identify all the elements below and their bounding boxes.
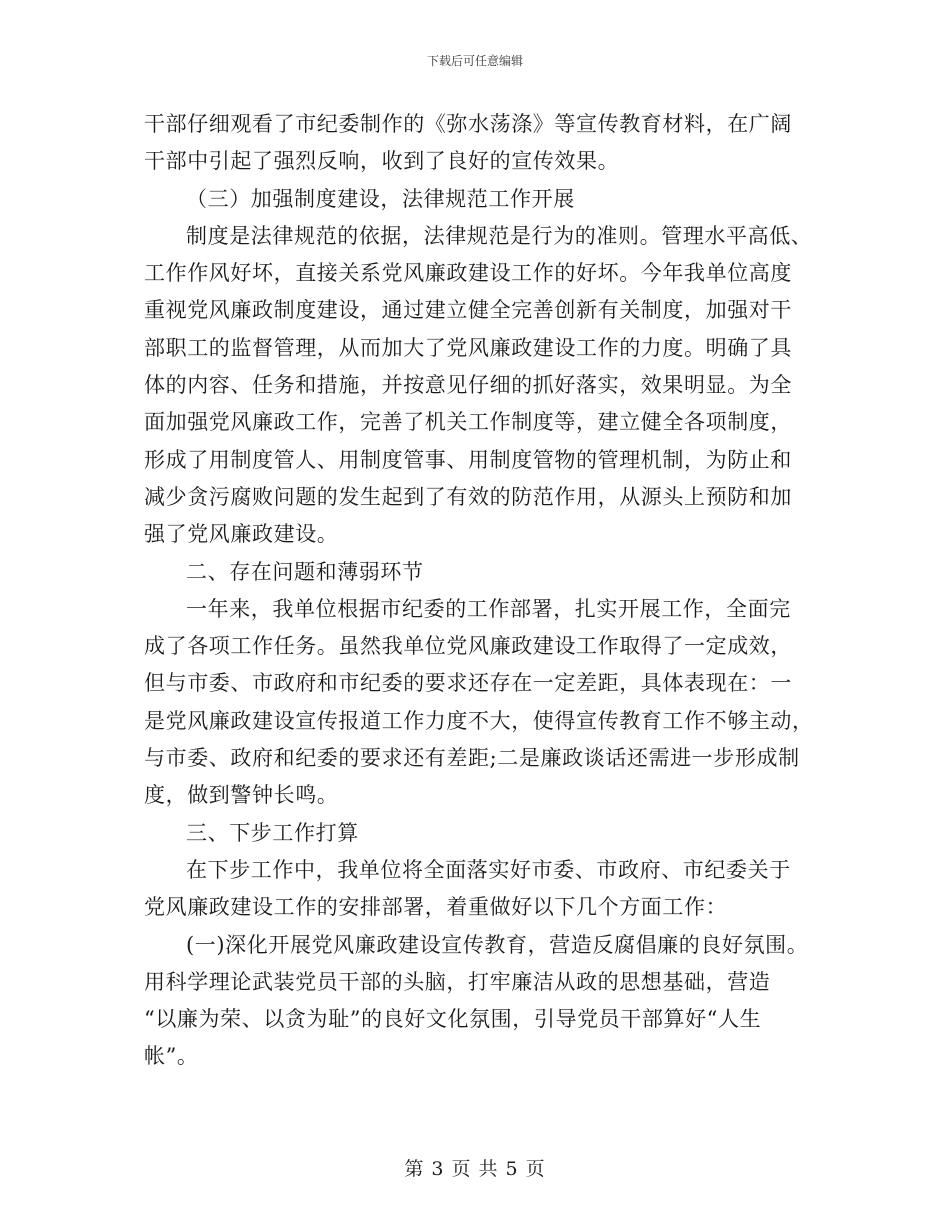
text-line: 形成了用制度管人、用制度管事、用制度管物的管理机制，为防止和 [144, 447, 792, 472]
page-number: 第 3 页 共 5 页 [404, 1158, 546, 1180]
text-line: 强了党风廉政建设。 [144, 522, 339, 547]
section-heading: 二、存在问题和薄弱环节 [186, 559, 424, 584]
text-line: 干部中引起了强烈反响，收到了良好的宣传效果。 [144, 149, 620, 174]
text-line: 是党风廉政建设宣传报道工作力度不大，使得宣传教育工作不够主动， [144, 708, 814, 733]
text-line: 减少贪污腐败问题的发生起到了有效的防范作用，从源头上预防和加 [144, 484, 792, 509]
text-line: 干部仔细观看了市纪委制作的《弥水荡涤》等宣传教育材料，在广阔 [144, 112, 792, 136]
text-line: 工作作风好坏，直接关系党风廉政建设工作的好坏。今年我单位高度 [144, 261, 792, 286]
text-line: 成了各项工作任务。虽然我单位党风廉政建设工作取得了一定成效， [144, 634, 792, 659]
text-line: 面加强党风廉政工作，完善了机关工作制度等，建立健全各项制度， [144, 410, 792, 435]
text-line: 度，做到警钟长鸣。 [144, 783, 339, 808]
text-line: 党风廉政建设工作的安排部署，着重做好以下几个方面工作： [144, 895, 728, 920]
text-line: 但与市委、市政府和市纪委的要求还存在一定差距，具体表现在：一 [144, 671, 792, 696]
section-heading: 三、下步工作打算 [186, 820, 359, 845]
page-header-note: 下载后可任意编辑 [426, 54, 523, 68]
text-line: 重视党风廉政制度建设，通过建立健全完善创新有关制度，加强对干 [144, 298, 792, 323]
text-line: 帐”。 [144, 1044, 199, 1069]
text-line: 制度是法律规范的依据，法律规范是行为的准则。管理水平高低、 [186, 223, 813, 248]
text-line: (一)深化开展党风廉政建设宣传教育，营造反腐倡廉的良好氛围。 [186, 932, 809, 957]
text-line: 体的内容、任务和措施，并按意见仔细的抓好落实，效果明显。为全 [144, 373, 792, 398]
text-line: 一年来，我单位根据市纪委的工作部署，扎实开展工作，全面完 [186, 596, 791, 621]
text-line: 部职工的监督管理，从而加大了党风廉政建设工作的力度。明确了具 [144, 335, 792, 360]
document-body [144, 106, 824, 1076]
text-line: 与市委、政府和纪委的要求还有差距;二是廉政谈话还需进一步形成制 [144, 746, 800, 771]
text-line: 用科学理论武装党员干部的头脑，打牢廉洁从政的思想基础，营造 [144, 969, 771, 994]
section-heading: （三）加强制度建设，法律规范工作开展 [186, 186, 575, 211]
text-line: 在下步工作中，我单位将全面落实好市委、市政府、市纪委关于 [186, 857, 791, 882]
text-line: “以廉为荣、以贪为耻”的良好文化氛围，引导党员干部算好“人生 [144, 1007, 762, 1032]
